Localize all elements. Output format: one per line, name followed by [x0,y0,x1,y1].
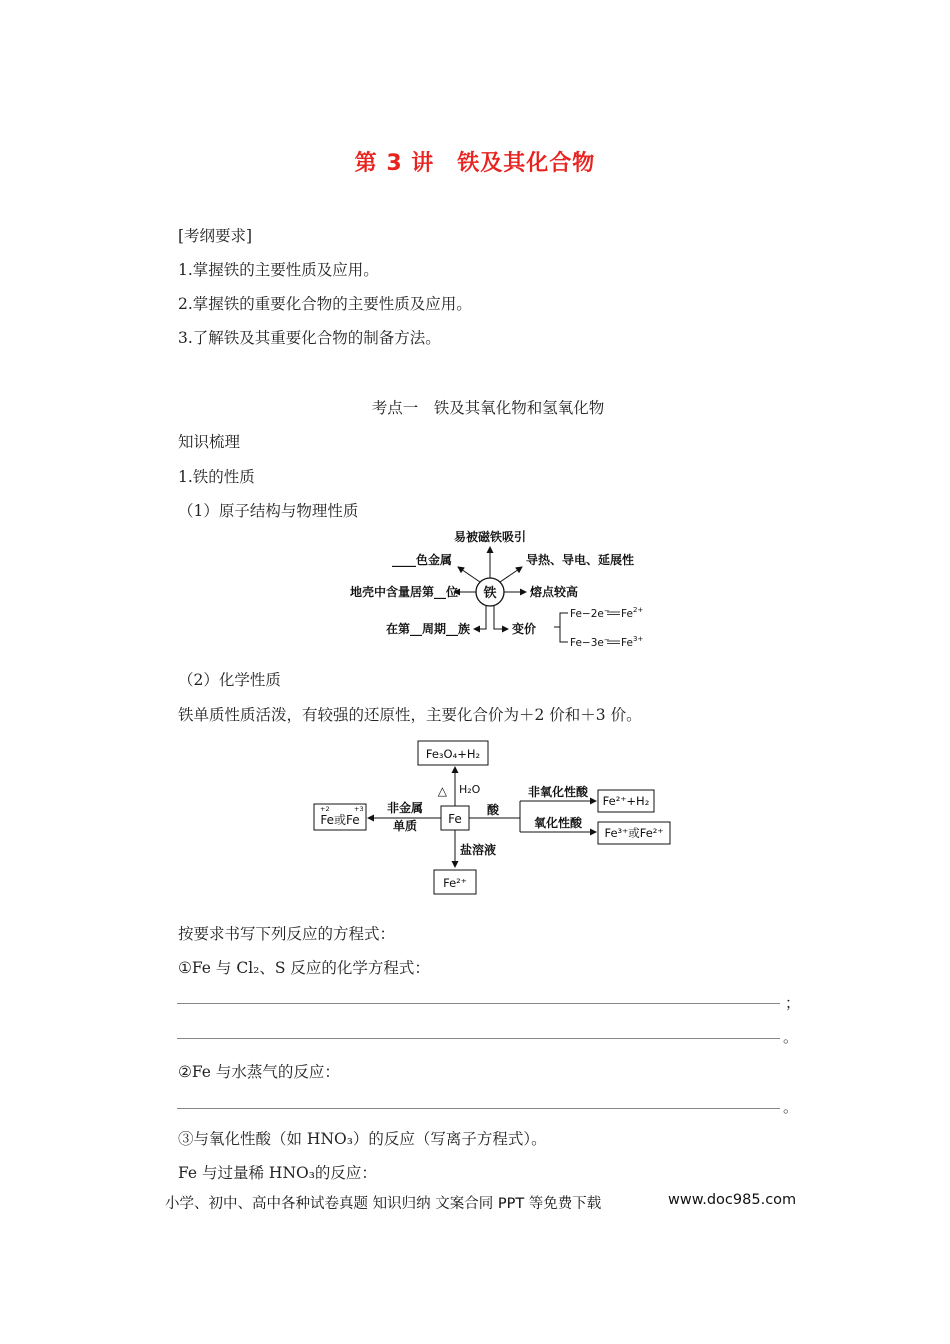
answer-line[interactable] [177,1108,780,1109]
iron-valence-product-box: Fe或Fe [320,813,360,827]
fe2-h2-product-box: Fe²⁺+H₂ [602,794,650,808]
page-title: 第 3 讲 铁及其化合物 [354,151,596,176]
element-label: 单质 [392,819,418,833]
heat-symbol: △ [437,784,447,798]
water-label: H₂O [459,783,481,796]
answer-line[interactable] [177,1038,780,1039]
oxidation-state-3: +3 [354,805,364,813]
footer-website[interactable]: www.doc985.com [668,1192,797,1208]
section-subtitle: 知识梳理 [178,433,241,451]
iron-reactions-diagram [310,738,680,898]
exercise-question-3: ③与氧化性酸（如 HNO₃）的反应（写离子方程式）。 [178,1130,547,1148]
exercise-intro: 按要求书写下列反应的方程式： [178,925,396,943]
fe-center-label: Fe [448,812,462,826]
requirement-item: 2.掌握铁的重要化合物的主要性质及应用。 [178,295,472,313]
fe3o4-product-box: Fe₃O₄+H₂ [425,747,481,761]
requirements-heading: [考纲要求] [178,227,253,245]
answer-line-end: 。 [783,1098,799,1116]
point-heading: 1.铁的性质 [178,468,255,486]
iron-properties-diagram [330,525,650,655]
oxidation-product-2: $Fe^{3+}$ [621,635,644,649]
nonmetal-label: 非金属 [386,801,424,815]
salt-solution-label: 盐溶液 [460,843,497,857]
melting-point-label: 熔点较高 [530,585,579,599]
conductivity-label: 导热、导电、延展性 [526,553,635,567]
acid-label: 酸 [486,803,500,817]
exercise-question-4: Fe 与过量稀 HNO₃的反应： [178,1164,377,1182]
oxidation-product-1: $Fe^{2+}$ [621,606,644,620]
fe3-fe2-product-box: Fe³⁺或Fe²⁺ [604,826,664,840]
nonoxidizing-acid-label: 非氧化性酸 [527,785,589,799]
answer-line-end: ； [785,994,801,1012]
color-label: ____色金属 [391,553,452,567]
magnet-label: 易被磁铁吸引 [453,530,527,544]
answer-line[interactable] [177,1003,780,1004]
oxidizing-acid-label: 氧化性酸 [533,816,583,830]
requirement-item: 1.掌握铁的主要性质及应用。 [178,261,379,279]
subpoint-heading: （1）原子结构与物理性质 [178,502,359,520]
oxidation-equation-2: Fe−3e− [570,636,610,649]
section-title: 考点一 铁及其氧化物和氢氧化物 [371,399,605,417]
iron-center-label: 铁 [483,586,497,601]
footer-text: 小学、初中、高中各种试卷真题 知识归纳 文案合同 PPT 等免费下载 [165,1196,602,1212]
subpoint-heading: （2）化学性质 [178,671,281,689]
valence-label: 变价 [512,622,537,636]
answer-line-end: 。 [783,1028,799,1046]
period-group-label: 在第__周期__族 [385,622,470,636]
oxidation-state-2: +2 [320,805,330,813]
abundance-label: 地壳中含量居第__位 [349,585,458,599]
requirement-item: 3.了解铁及其重要化合物的制备方法。 [178,329,441,347]
exercise-question-1: ①Fe 与 Cl₂、S 反应的化学方程式： [178,959,430,977]
oxidation-equation-1: Fe−2e− [570,607,610,620]
chemical-property-description: 铁单质性质活泼，有较强的还原性，主要化合价为＋2 价和＋3 价。 [178,706,642,724]
exercise-question-2: ②Fe 与水蒸气的反应： [178,1063,340,1081]
fe2-product-box: Fe²⁺ [443,876,467,890]
